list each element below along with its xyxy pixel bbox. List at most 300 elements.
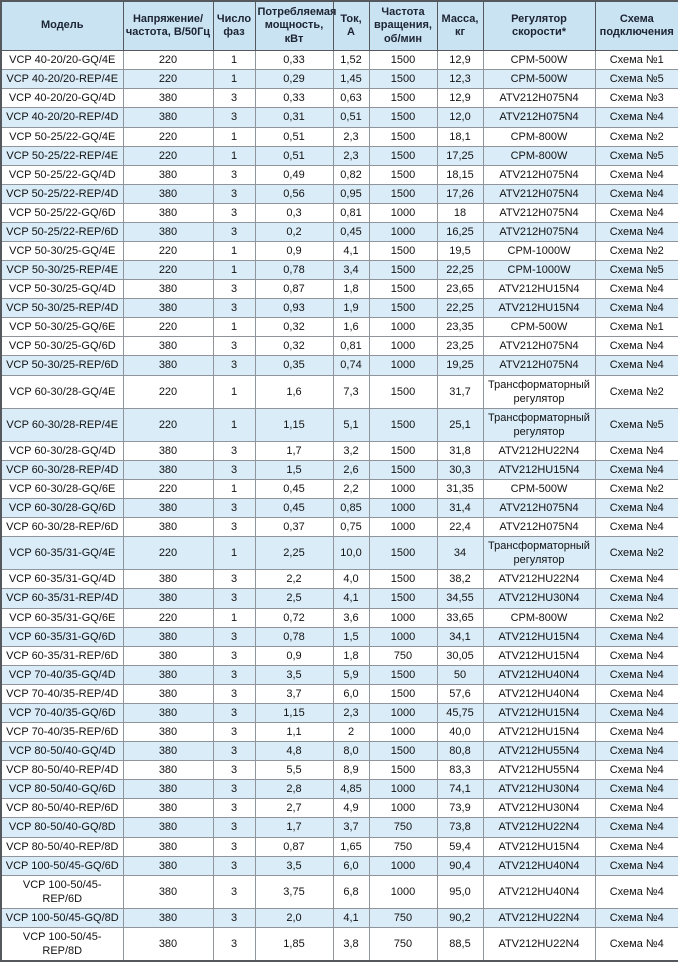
cell-regulator: ATV212HU22N4 — [483, 441, 595, 460]
cell-power: 0,87 — [255, 280, 333, 299]
cell-mass: 22,4 — [437, 518, 483, 537]
cell-power: 2,25 — [255, 537, 333, 570]
cell-model: VCP 50-30/25-GQ/6D — [1, 337, 123, 356]
cell-regulator: Трансформаторный регулятор — [483, 408, 595, 441]
cell-mass: 45,75 — [437, 703, 483, 722]
table-row — [1, 742, 678, 761]
cell-phases: 3 — [213, 280, 255, 299]
cell-model: VCP 50-25/22-GQ/4D — [1, 165, 123, 184]
cell-voltage: 380 — [123, 780, 213, 799]
cell-model: VCP 70-40/35-REP/6D — [1, 723, 123, 742]
cell-power: 0,29 — [255, 70, 333, 89]
cell-current: 0,45 — [333, 222, 369, 241]
cell-phases: 3 — [213, 203, 255, 222]
cell-regulator: ATV212HU40N4 — [483, 856, 595, 875]
cell-voltage: 220 — [123, 51, 213, 70]
cell-phases: 3 — [213, 460, 255, 479]
cell-scheme: Схема №4 — [595, 684, 678, 703]
cell-power: 2,5 — [255, 589, 333, 608]
cell-power: 1,6 — [255, 375, 333, 408]
cell-current: 10,0 — [333, 537, 369, 570]
cell-mass: 73,8 — [437, 818, 483, 837]
cell-scheme: Схема №5 — [595, 70, 678, 89]
cell-voltage: 380 — [123, 570, 213, 589]
cell-model: VCP 60-35/31-REP/4D — [1, 589, 123, 608]
table-row — [1, 856, 678, 875]
cell-scheme: Схема №4 — [595, 723, 678, 742]
table-row — [1, 518, 678, 537]
cell-mass: 17,25 — [437, 146, 483, 165]
cell-regulator: ATV212HU40N4 — [483, 875, 595, 908]
cell-power: 1,1 — [255, 723, 333, 742]
cell-rpm: 1000 — [369, 222, 437, 241]
table-row — [1, 203, 678, 222]
cell-model: VCP 60-30/28-REP/6D — [1, 518, 123, 537]
cell-model: VCP 50-30/25-REP/4D — [1, 299, 123, 318]
cell-regulator: ATV212H075N4 — [483, 165, 595, 184]
cell-scheme: Схема №2 — [595, 480, 678, 499]
cell-voltage: 380 — [123, 875, 213, 908]
cell-phases: 3 — [213, 184, 255, 203]
cell-phases: 3 — [213, 356, 255, 375]
cell-voltage: 380 — [123, 280, 213, 299]
table-row — [1, 280, 678, 299]
cell-power: 2,7 — [255, 799, 333, 818]
cell-phases: 1 — [213, 537, 255, 570]
column-header-mass: Масса, кг — [437, 1, 483, 51]
table-row — [1, 337, 678, 356]
cell-regulator: ATV212HU15N4 — [483, 299, 595, 318]
cell-rpm: 1000 — [369, 356, 437, 375]
cell-voltage: 220 — [123, 70, 213, 89]
column-header-rpm: Частота вращения, об/мин — [369, 1, 437, 51]
cell-current: 2,3 — [333, 703, 369, 722]
table-row — [1, 627, 678, 646]
cell-phases: 3 — [213, 780, 255, 799]
cell-power: 3,7 — [255, 684, 333, 703]
cell-current: 0,51 — [333, 108, 369, 127]
cell-voltage: 380 — [123, 299, 213, 318]
cell-model: VCP 100-50/45-REP/6D — [1, 875, 123, 908]
cell-model: VCP 80-50/40-GQ/6D — [1, 780, 123, 799]
cell-current: 1,52 — [333, 51, 369, 70]
cell-voltage: 380 — [123, 742, 213, 761]
cell-scheme: Схема №4 — [595, 761, 678, 780]
cell-current: 2,3 — [333, 127, 369, 146]
cell-mass: 31,7 — [437, 375, 483, 408]
cell-current: 8,9 — [333, 761, 369, 780]
cell-phases: 3 — [213, 723, 255, 742]
cell-scheme: Схема №4 — [595, 627, 678, 646]
cell-scheme: Схема №4 — [595, 222, 678, 241]
table-row — [1, 441, 678, 460]
cell-current: 4,1 — [333, 242, 369, 261]
cell-phases: 1 — [213, 51, 255, 70]
cell-model: VCP 70-40/35-REP/4D — [1, 684, 123, 703]
cell-scheme: Схема №2 — [595, 608, 678, 627]
cell-mass: 12,9 — [437, 51, 483, 70]
cell-voltage: 380 — [123, 441, 213, 460]
cell-regulator: ATV212H075N4 — [483, 356, 595, 375]
cell-scheme: Схема №2 — [595, 537, 678, 570]
table-row — [1, 703, 678, 722]
cell-regulator: ATV212HU22N4 — [483, 818, 595, 837]
cell-mass: 40,0 — [437, 723, 483, 742]
cell-power: 0,37 — [255, 518, 333, 537]
cell-scheme: Схема №4 — [595, 742, 678, 761]
cell-phases: 3 — [213, 703, 255, 722]
cell-regulator: CPM-500W — [483, 480, 595, 499]
cell-mass: 73,9 — [437, 799, 483, 818]
cell-regulator: ATV212HU15N4 — [483, 280, 595, 299]
table-row — [1, 460, 678, 479]
cell-mass: 23,35 — [437, 318, 483, 337]
cell-regulator: ATV212HU22N4 — [483, 927, 595, 961]
cell-rpm: 1000 — [369, 875, 437, 908]
cell-phases: 3 — [213, 927, 255, 961]
cell-model: VCP 50-30/25-GQ/6E — [1, 318, 123, 337]
cell-power: 0,93 — [255, 299, 333, 318]
cell-regulator: CPM-800W — [483, 146, 595, 165]
cell-rpm: 1500 — [369, 51, 437, 70]
cell-mass: 25,1 — [437, 408, 483, 441]
cell-mass: 74,1 — [437, 780, 483, 799]
cell-phases: 3 — [213, 627, 255, 646]
cell-model: VCP 80-50/40-REP/8D — [1, 837, 123, 856]
cell-current: 3,6 — [333, 608, 369, 627]
cell-phases: 3 — [213, 875, 255, 908]
cell-voltage: 220 — [123, 537, 213, 570]
cell-current: 6,0 — [333, 856, 369, 875]
cell-phases: 3 — [213, 441, 255, 460]
cell-phases: 1 — [213, 127, 255, 146]
table-row — [1, 837, 678, 856]
cell-model: VCP 60-30/28-GQ/6D — [1, 499, 123, 518]
cell-current: 1,5 — [333, 627, 369, 646]
cell-regulator: CPM-800W — [483, 127, 595, 146]
cell-voltage: 380 — [123, 665, 213, 684]
cell-voltage: 220 — [123, 318, 213, 337]
cell-phases: 3 — [213, 856, 255, 875]
table-row — [1, 665, 678, 684]
header-row — [1, 1, 678, 51]
cell-current: 5,9 — [333, 665, 369, 684]
cell-scheme: Схема №3 — [595, 89, 678, 108]
cell-power: 0,31 — [255, 108, 333, 127]
table-row — [1, 51, 678, 70]
cell-phases: 3 — [213, 761, 255, 780]
table-row — [1, 780, 678, 799]
cell-power: 0,51 — [255, 127, 333, 146]
cell-voltage: 220 — [123, 408, 213, 441]
cell-scheme: Схема №4 — [595, 460, 678, 479]
cell-rpm: 1000 — [369, 780, 437, 799]
cell-regulator: ATV212HU15N4 — [483, 723, 595, 742]
cell-power: 0,49 — [255, 165, 333, 184]
cell-voltage: 380 — [123, 589, 213, 608]
cell-power: 0,78 — [255, 627, 333, 646]
cell-model: VCP 40-20/20-REP/4E — [1, 70, 123, 89]
cell-rpm: 1500 — [369, 665, 437, 684]
cell-scheme: Схема №4 — [595, 646, 678, 665]
cell-voltage: 220 — [123, 261, 213, 280]
cell-rpm: 1500 — [369, 127, 437, 146]
cell-power: 0,35 — [255, 356, 333, 375]
cell-voltage: 380 — [123, 518, 213, 537]
cell-regulator: ATV212H075N4 — [483, 108, 595, 127]
cell-rpm: 1500 — [369, 375, 437, 408]
cell-mass: 19,5 — [437, 242, 483, 261]
cell-current: 5,1 — [333, 408, 369, 441]
table-body — [1, 51, 678, 961]
cell-mass: 12,0 — [437, 108, 483, 127]
cell-phases: 3 — [213, 799, 255, 818]
cell-power: 2,0 — [255, 908, 333, 927]
cell-rpm: 1500 — [369, 684, 437, 703]
cell-scheme: Схема №4 — [595, 184, 678, 203]
cell-mass: 18 — [437, 203, 483, 222]
table-row — [1, 723, 678, 742]
cell-power: 0,32 — [255, 337, 333, 356]
table-row — [1, 261, 678, 280]
cell-scheme: Схема №4 — [595, 856, 678, 875]
table-row — [1, 908, 678, 927]
cell-current: 1,8 — [333, 646, 369, 665]
cell-model: VCP 60-30/28-REP/4D — [1, 460, 123, 479]
cell-model: VCP 60-35/31-GQ/4E — [1, 537, 123, 570]
column-header-scheme: Схема подключения — [595, 1, 678, 51]
cell-phases: 3 — [213, 499, 255, 518]
cell-current: 2,6 — [333, 460, 369, 479]
cell-phases: 1 — [213, 70, 255, 89]
cell-current: 0,74 — [333, 356, 369, 375]
cell-scheme: Схема №4 — [595, 927, 678, 961]
cell-current: 0,63 — [333, 89, 369, 108]
cell-current: 6,8 — [333, 875, 369, 908]
cell-phases: 1 — [213, 480, 255, 499]
cell-scheme: Схема №4 — [595, 570, 678, 589]
cell-power: 0,32 — [255, 318, 333, 337]
table-row — [1, 480, 678, 499]
cell-model: VCP 100-50/45-GQ/6D — [1, 856, 123, 875]
cell-voltage: 380 — [123, 908, 213, 927]
cell-current: 2,2 — [333, 480, 369, 499]
cell-rpm: 1000 — [369, 608, 437, 627]
table-row — [1, 570, 678, 589]
cell-current: 1,65 — [333, 837, 369, 856]
cell-phases: 3 — [213, 684, 255, 703]
cell-scheme: Схема №5 — [595, 261, 678, 280]
table-row — [1, 165, 678, 184]
cell-rpm: 1500 — [369, 299, 437, 318]
cell-regulator: CPM-1000W — [483, 261, 595, 280]
cell-rpm: 750 — [369, 646, 437, 665]
cell-power: 4,8 — [255, 742, 333, 761]
cell-phases: 3 — [213, 908, 255, 927]
cell-voltage: 380 — [123, 184, 213, 203]
cell-current: 0,81 — [333, 337, 369, 356]
cell-current: 1,9 — [333, 299, 369, 318]
cell-rpm: 1500 — [369, 441, 437, 460]
cell-rpm: 1000 — [369, 499, 437, 518]
cell-phases: 3 — [213, 165, 255, 184]
table-row — [1, 408, 678, 441]
cell-phases: 1 — [213, 242, 255, 261]
table-row — [1, 108, 678, 127]
cell-voltage: 380 — [123, 499, 213, 518]
cell-regulator: ATV212H075N4 — [483, 499, 595, 518]
cell-current: 1,45 — [333, 70, 369, 89]
cell-model: VCP 60-30/28-GQ/4E — [1, 375, 123, 408]
cell-rpm: 1500 — [369, 108, 437, 127]
cell-scheme: Схема №2 — [595, 127, 678, 146]
cell-scheme: Схема №4 — [595, 518, 678, 537]
cell-scheme: Схема №4 — [595, 703, 678, 722]
cell-scheme: Схема №4 — [595, 780, 678, 799]
cell-power: 0,51 — [255, 146, 333, 165]
cell-scheme: Схема №1 — [595, 318, 678, 337]
cell-current: 2,3 — [333, 146, 369, 165]
cell-mass: 38,2 — [437, 570, 483, 589]
cell-model: VCP 50-30/25-REP/4E — [1, 261, 123, 280]
cell-regulator: CPM-500W — [483, 51, 595, 70]
cell-rpm: 1500 — [369, 70, 437, 89]
cell-rpm: 1000 — [369, 723, 437, 742]
cell-phases: 1 — [213, 375, 255, 408]
cell-rpm: 1500 — [369, 570, 437, 589]
cell-voltage: 380 — [123, 356, 213, 375]
cell-voltage: 220 — [123, 127, 213, 146]
cell-regulator: CPM-500W — [483, 318, 595, 337]
cell-rpm: 1500 — [369, 589, 437, 608]
cell-model: VCP 60-35/31-GQ/6E — [1, 608, 123, 627]
cell-voltage: 380 — [123, 761, 213, 780]
cell-voltage: 380 — [123, 837, 213, 856]
table-row — [1, 146, 678, 165]
cell-regulator: ATV212HU15N4 — [483, 646, 595, 665]
table-row — [1, 499, 678, 518]
cell-regulator: ATV212HU15N4 — [483, 460, 595, 479]
cell-rpm: 1000 — [369, 703, 437, 722]
cell-current: 7,3 — [333, 375, 369, 408]
cell-regulator: ATV212HU30N4 — [483, 799, 595, 818]
cell-voltage: 220 — [123, 146, 213, 165]
cell-current: 1,8 — [333, 280, 369, 299]
cell-power: 1,15 — [255, 703, 333, 722]
cell-voltage: 380 — [123, 703, 213, 722]
cell-mass: 83,3 — [437, 761, 483, 780]
cell-power: 3,75 — [255, 875, 333, 908]
cell-voltage: 380 — [123, 927, 213, 961]
cell-mass: 80,8 — [437, 742, 483, 761]
cell-power: 5,5 — [255, 761, 333, 780]
cell-current: 3,4 — [333, 261, 369, 280]
cell-current: 0,85 — [333, 499, 369, 518]
cell-phases: 3 — [213, 837, 255, 856]
table-row — [1, 799, 678, 818]
cell-regulator: ATV212H075N4 — [483, 184, 595, 203]
cell-voltage: 380 — [123, 165, 213, 184]
cell-regulator: ATV212H075N4 — [483, 203, 595, 222]
cell-mass: 31,35 — [437, 480, 483, 499]
cell-rpm: 1000 — [369, 856, 437, 875]
cell-phases: 3 — [213, 742, 255, 761]
cell-phases: 1 — [213, 146, 255, 165]
column-header-current: Ток, А — [333, 1, 369, 51]
cell-current: 4,1 — [333, 908, 369, 927]
cell-power: 0,72 — [255, 608, 333, 627]
cell-rpm: 1500 — [369, 280, 437, 299]
cell-current: 4,0 — [333, 570, 369, 589]
cell-current: 3,7 — [333, 818, 369, 837]
cell-scheme: Схема №4 — [595, 441, 678, 460]
cell-scheme: Схема №2 — [595, 375, 678, 408]
table-row — [1, 356, 678, 375]
cell-phases: 3 — [213, 299, 255, 318]
cell-regulator: ATV212HU22N4 — [483, 908, 595, 927]
cell-mass: 88,5 — [437, 927, 483, 961]
cell-phases: 3 — [213, 518, 255, 537]
cell-scheme: Схема №4 — [595, 589, 678, 608]
cell-scheme: Схема №4 — [595, 837, 678, 856]
cell-voltage: 380 — [123, 856, 213, 875]
cell-mass: 19,25 — [437, 356, 483, 375]
cell-mass: 33,65 — [437, 608, 483, 627]
cell-voltage: 220 — [123, 242, 213, 261]
cell-phases: 1 — [213, 408, 255, 441]
cell-power: 0,9 — [255, 646, 333, 665]
cell-rpm: 1000 — [369, 203, 437, 222]
cell-regulator: ATV212HU40N4 — [483, 665, 595, 684]
cell-power: 3,5 — [255, 665, 333, 684]
table-row — [1, 608, 678, 627]
cell-regulator: ATV212H075N4 — [483, 337, 595, 356]
cell-rpm: 1500 — [369, 761, 437, 780]
cell-model: VCP 60-30/28-GQ/6E — [1, 480, 123, 499]
cell-power: 0,56 — [255, 184, 333, 203]
cell-scheme: Схема №4 — [595, 908, 678, 927]
cell-rpm: 1500 — [369, 537, 437, 570]
cell-power: 1,7 — [255, 441, 333, 460]
cell-phases: 3 — [213, 337, 255, 356]
cell-power: 1,7 — [255, 818, 333, 837]
cell-model: VCP 50-30/25-REP/6D — [1, 356, 123, 375]
cell-regulator: ATV212HU22N4 — [483, 570, 595, 589]
cell-current: 0,81 — [333, 203, 369, 222]
table-row — [1, 589, 678, 608]
cell-rpm: 1500 — [369, 261, 437, 280]
cell-phases: 1 — [213, 261, 255, 280]
cell-mass: 90,4 — [437, 856, 483, 875]
cell-scheme: Схема №4 — [595, 280, 678, 299]
cell-model: VCP 80-50/40-REP/4D — [1, 761, 123, 780]
cell-power: 1,15 — [255, 408, 333, 441]
table-header — [1, 1, 678, 51]
cell-phases: 3 — [213, 89, 255, 108]
cell-rpm: 1000 — [369, 799, 437, 818]
cell-model: VCP 70-40/35-GQ/4D — [1, 665, 123, 684]
cell-model: VCP 50-30/25-GQ/4E — [1, 242, 123, 261]
cell-regulator: CPM-1000W — [483, 242, 595, 261]
cell-regulator: ATV212H075N4 — [483, 89, 595, 108]
cell-model: VCP 60-30/28-REP/4E — [1, 408, 123, 441]
cell-scheme: Схема №5 — [595, 408, 678, 441]
cell-voltage: 380 — [123, 684, 213, 703]
cell-voltage: 380 — [123, 723, 213, 742]
table-row — [1, 127, 678, 146]
cell-rpm: 750 — [369, 908, 437, 927]
cell-phases: 3 — [213, 665, 255, 684]
